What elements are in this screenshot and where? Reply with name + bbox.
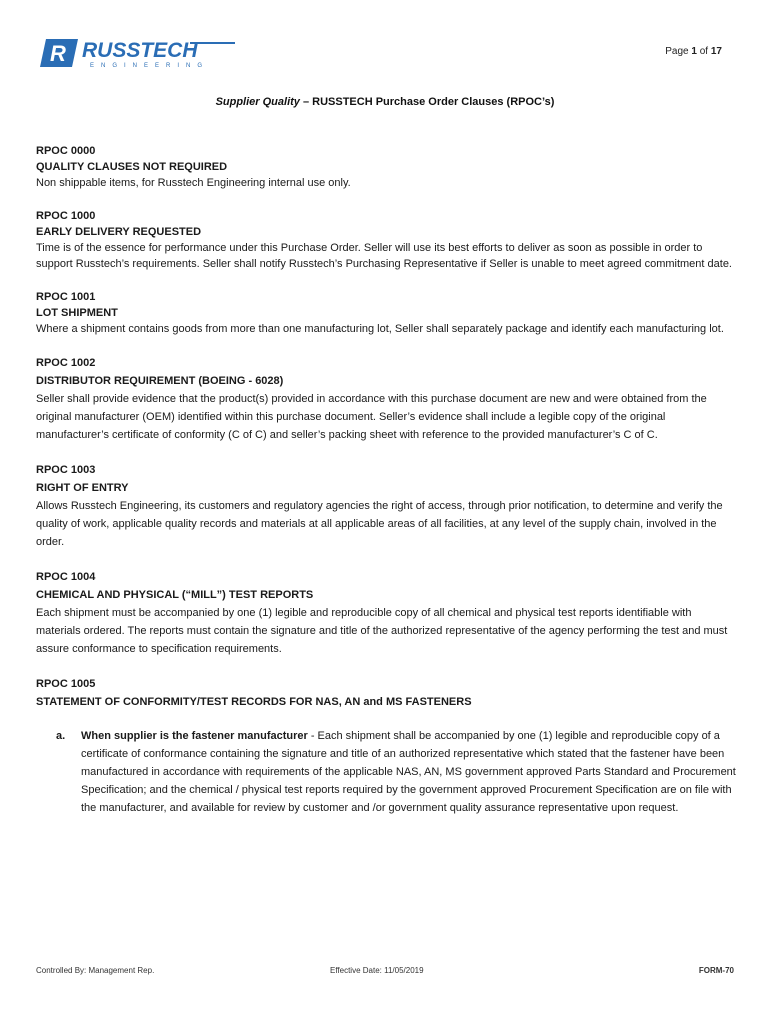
footer-controlled-by: Controlled By: Management Rep. (36, 966, 155, 975)
clause-rpoc-1004 (36, 568, 736, 658)
clause-body: Each shipment must be accompanied by one (1) legible and reproducible copy of all chemical and physical test reports identifiable with materials ordered. The reports must contain the signature and title of the authorized representative of the agency performing the test and must assure conformance to specification requirements. (36, 607, 728, 655)
clause-code: RPOC 0000 (36, 145, 96, 157)
footer-effective-date: Effective Date: 11/05/2019 (330, 966, 424, 975)
clause-rpoc-0000 (36, 143, 736, 191)
sub-clause-letter: a. (56, 730, 66, 742)
logo-subtext: ENGINEERING (90, 63, 210, 69)
clause-code: RPOC 1004 (36, 571, 96, 583)
clause-heading: RIGHT OF ENTRY (36, 482, 129, 494)
clause-code: RPOC 1005 (36, 678, 96, 690)
sub-clause-lead: When supplier is the fastener manufacturer (81, 730, 308, 742)
page-number: Page 1 of 17 (665, 46, 722, 57)
clause-body: Time is of the essence for performance under this Purchase Order. Seller will use its best efforts to deliver as soon as possible in order to support Russtech’s requirements. Seller shall notify Russtech’s Purchasing Representative if Seller is unable to meet agreed commitment date. (36, 242, 732, 270)
sub-clause-a (36, 727, 736, 817)
company-logo (40, 37, 240, 69)
sub-clause-text (81, 727, 736, 817)
footer-form-number: FORM-70 (698, 966, 734, 975)
clause-heading: STATEMENT OF CONFORMITY/TEST RECORDS FOR NAS, AN and MS FASTENERS (36, 696, 472, 708)
svg-text:R: R (50, 41, 66, 66)
clause-body: Where a shipment contains goods from more than one manufacturing lot, Seller shall separately package and identify each manufacturing lot. (36, 323, 724, 335)
clause-heading: CHEMICAL AND PHYSICAL (“MILL”) TEST REPORTS (36, 589, 314, 601)
clause-code: RPOC 1002 (36, 357, 96, 369)
clause-heading: DISTRIBUTOR REQUIREMENT (BOEING - 6028) (36, 375, 284, 387)
clause-heading: LOT SHIPMENT (36, 307, 118, 319)
clause-code: RPOC 1001 (36, 291, 96, 303)
title-rest: – RUSSTECH Purchase Order Clauses (RPOC’s) (299, 96, 555, 108)
logo-wordmark: RUSSTECH (82, 39, 198, 62)
clause-code: RPOC 1000 (36, 210, 96, 222)
clause-code: RPOC 1003 (36, 464, 96, 476)
clause-rpoc-1001 (36, 289, 736, 337)
clause-body: Non shippable items, for Russtech Engineering internal use only. (36, 177, 351, 189)
clause-rpoc-1005 (36, 675, 736, 817)
clause-rpoc-1003 (36, 461, 736, 551)
clause-rpoc-1000 (36, 208, 736, 272)
clause-body: Allows Russtech Engineering, its customers and regulatory agencies the right of access, through prior notification, to determine and verify the quality of work, applicable quality records and materials at all applicable areas of all facilities, at any level of the supply chain, involved in the order. (36, 500, 723, 548)
clause-rpoc-1002 (36, 354, 736, 444)
clause-heading: QUALITY CLAUSES NOT REQUIRED (36, 161, 228, 173)
clauses-list (36, 143, 736, 834)
title-italic: Supplier Quality (215, 96, 300, 108)
clause-heading: EARLY DELIVERY REQUESTED (36, 226, 202, 238)
sub-clause-body: - Each shipment shall be accompanied by one (1) legible and reproducible copy of a certificate of conformance containing the signature and title of an authorized representative which stated that the fastener have been manufactured in accordance with requirements of the applicable NAS, AN, MS government approved Parts Standard and Procurement Specification; and the chemical / physical test reports required by the government approved Procurement Specification are on file with the manufacturer, and available for review by customer and /or government quality assurance representative upon request. (81, 730, 736, 814)
clause-body: Seller shall provide evidence that the product(s) provided in accordance with this purchase document are new and were obtained from the original manufacturer (OEM) identified within this purchase document. Seller’s evidence shall include a legible copy of the original manufacturer’s certificate of conformity (C of C) and seller’s packing sheet with reference to the provided manufacturer’s C of C. (36, 393, 707, 441)
document-title (0, 96, 770, 108)
